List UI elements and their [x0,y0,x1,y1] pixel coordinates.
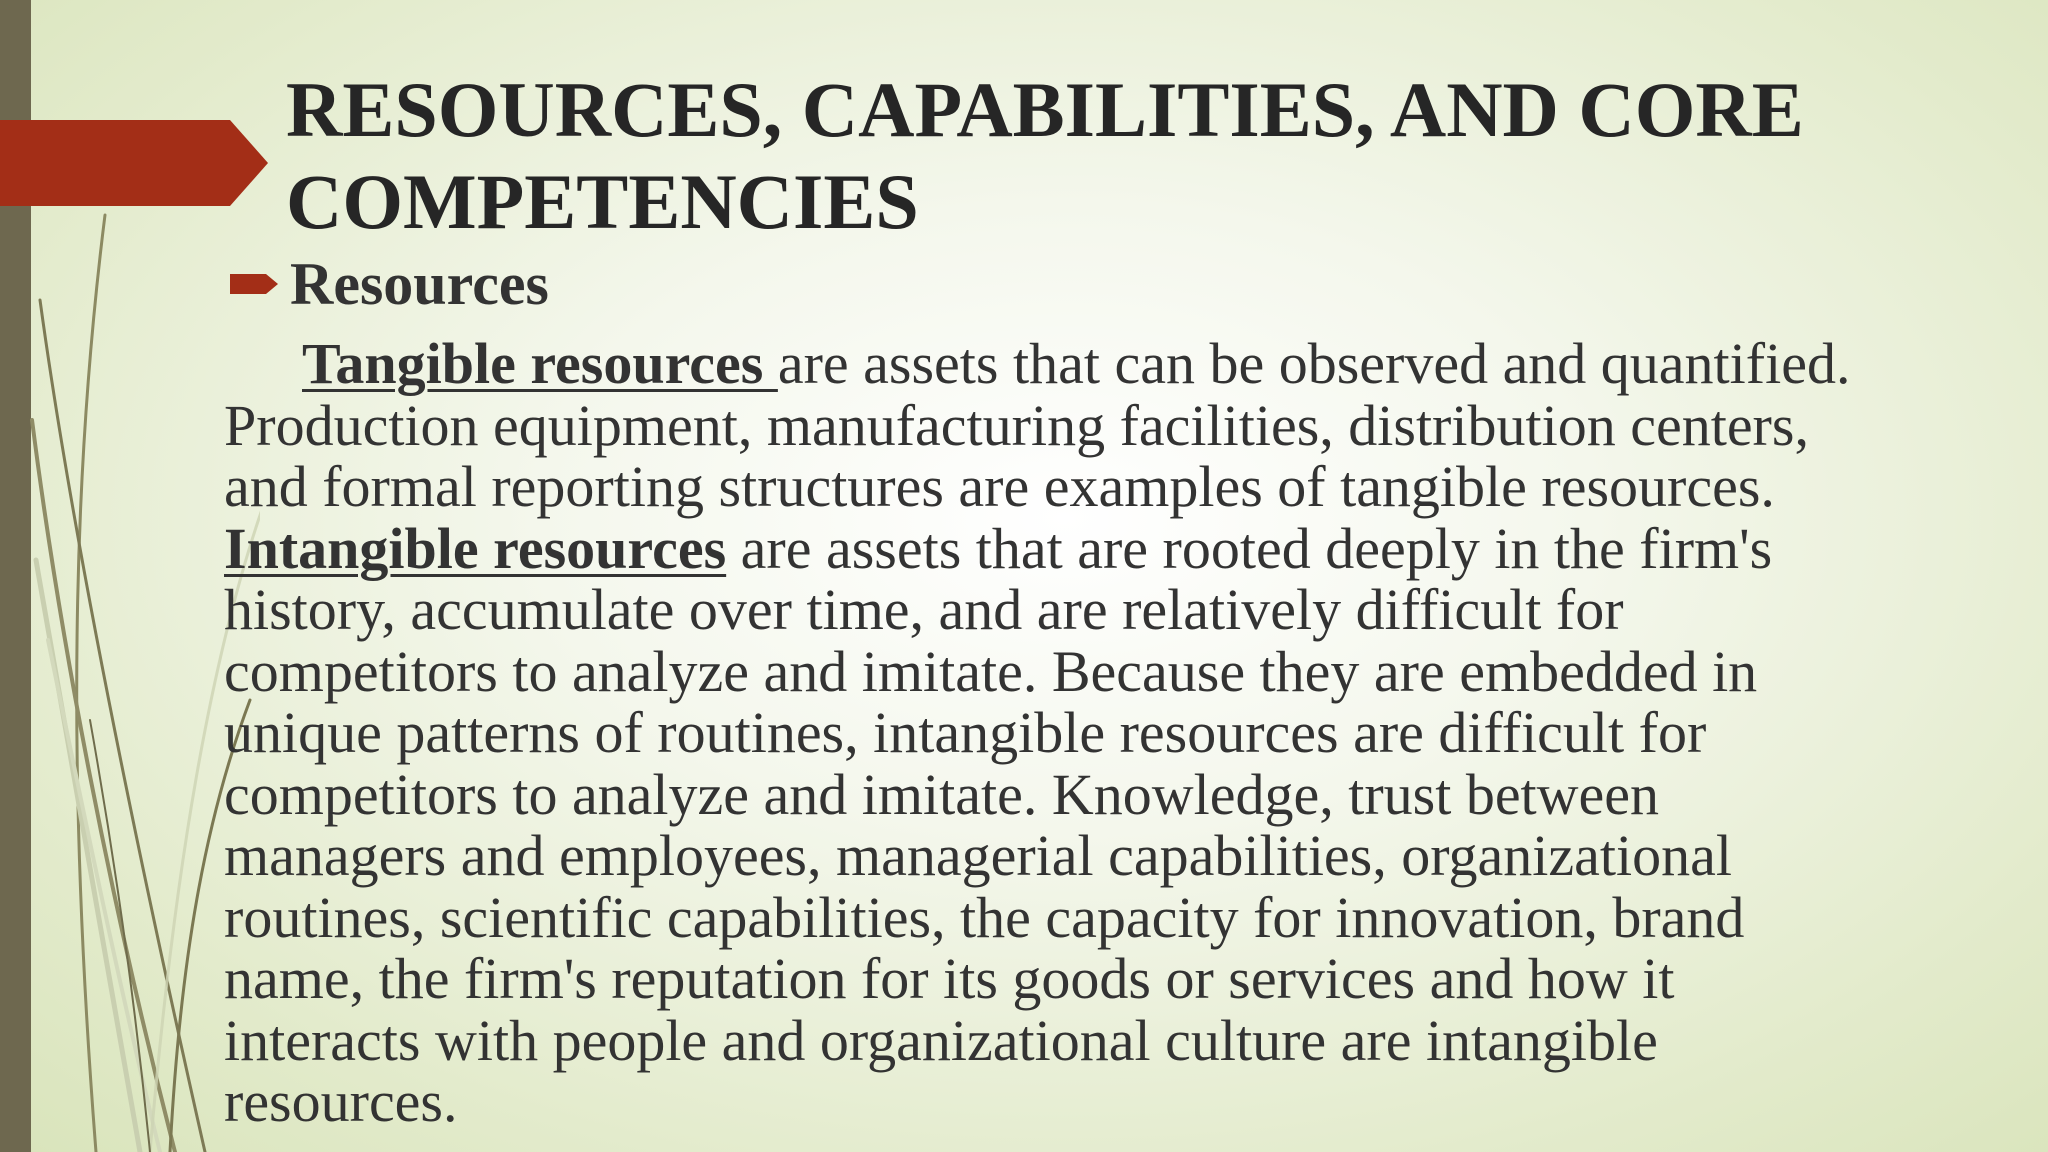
body-line-10: routines, scientific capabilities, the capacity for innovation, brand [224,884,1745,950]
term-tangible-resources: Tangible resources [302,331,778,396]
body-line-8: competitors to analyze and imitate. Knowledge, trust between [224,761,1660,827]
term-intangible-resources: Intangible resources [224,515,727,581]
body-paragraph [224,333,2024,1133]
body-line-5: history, accumulate over time, and are relatively difficult for [224,577,1624,642]
bullet-item-resources [228,246,549,322]
body-line-13: resources. [224,1069,458,1134]
body-line-12: interacts with people and organizational culture are intangible [224,1007,1658,1073]
body-line-1 [224,333,2024,395]
body-line-7: unique patterns of routines, intangible resources are difficult for [224,700,1707,765]
intangible-definition: are assets that are rooted deeply in the firm's [726,515,1773,581]
bullet-heading: Resources [290,250,549,317]
arrow-bullet-icon [228,271,280,297]
body-line-4 [224,515,2024,581]
title-arrow-shape [0,120,270,206]
slide-title: RESOURCES, CAPABILITIES, AND CORE COMPETENCIES [286,66,1804,245]
tangible-definition: are assets that can be observed and quantified. [777,331,1851,396]
body-line-2: Production equipment, manufacturing facilities, distribution centers, [224,392,1809,458]
body-line-11: name, the firm's reputation for its goods or services and how it [224,946,1675,1011]
body-line-6: competitors to analyze and imitate. Because they are embedded in [224,638,1758,704]
body-line-9: managers and employees, managerial capabilities, organizational [224,823,1732,888]
body-line-3: and formal reporting structures are examples of tangible resources. [224,454,1775,519]
